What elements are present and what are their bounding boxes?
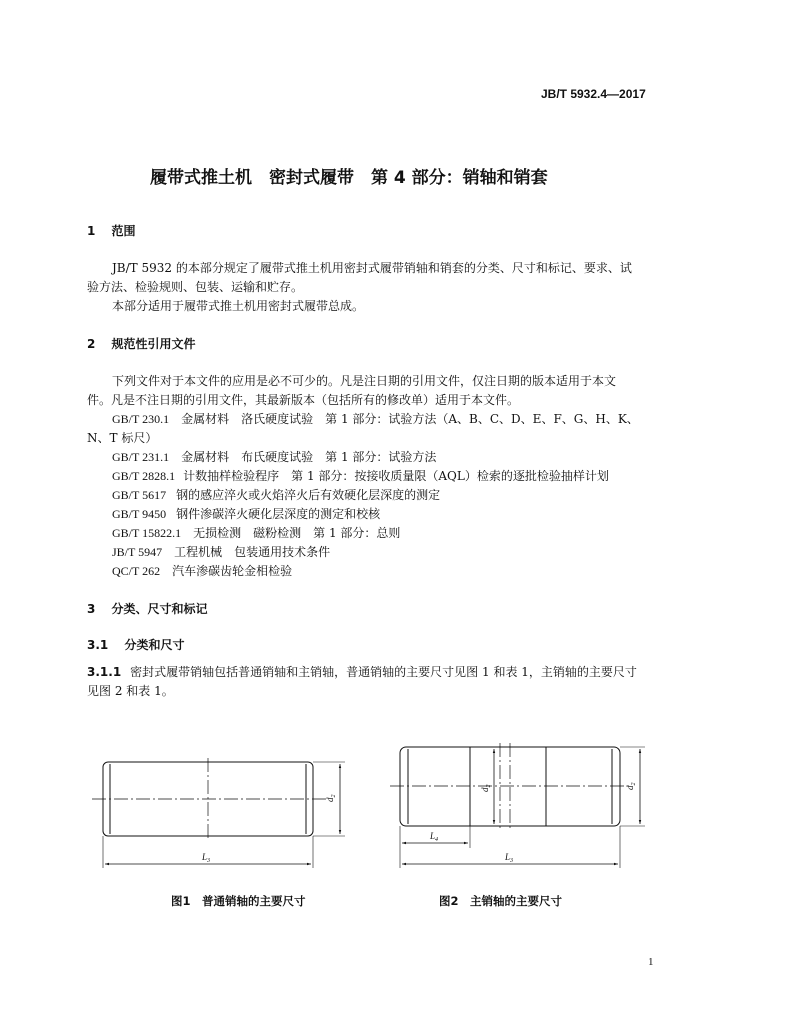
reference-code: GB/T 9450 xyxy=(112,507,167,521)
clause-3-1-1-line: 见图 2 和表 1。 xyxy=(87,684,174,698)
reference-title: 钢的感应淬火或火焰淬火后有效硬化层深度的测定 xyxy=(176,488,441,502)
scope-paragraph-line: 验方法、检验规则、包装、运输和贮存。 xyxy=(87,280,304,294)
reference-item xyxy=(112,486,440,505)
reference-code: JB/T 5947 xyxy=(112,545,163,559)
reference-item xyxy=(112,543,330,562)
document-title: 履带式推土机 密封式履带 第 4 部分：销轴和销套 xyxy=(150,168,548,188)
reference-code: GB/T 230.1 xyxy=(112,412,170,426)
reference-title: 钢件渗碳淬火硬化层深度的测定和校核 xyxy=(176,507,381,521)
diameter-label: $d_2$ xyxy=(625,782,637,790)
reference-item xyxy=(112,524,400,543)
section-number: 3.1 xyxy=(87,638,109,652)
reference-item xyxy=(112,562,292,581)
reference-code: QC/T 262 xyxy=(112,564,161,578)
length-label: $L_3$ xyxy=(202,852,211,864)
section-3-heading xyxy=(87,600,208,617)
section-title: 范围 xyxy=(111,224,136,238)
reference-title: 汽车渗碳齿轮金相检验 xyxy=(172,564,293,578)
standard-code-header: JB/T 5932.4—2017 xyxy=(541,87,646,101)
reference-item xyxy=(112,448,436,467)
reference-title: 金属材料 洛氏硬度试验 第 1 部分：试验方法（A、B、C、D、E、F、G、H、K、 xyxy=(181,412,639,426)
figures-drawing xyxy=(0,730,791,880)
clause-3-1-1-line xyxy=(87,663,637,682)
section-3-1-heading xyxy=(87,636,184,653)
l4-label: $L_4$ xyxy=(430,831,439,843)
section-title: 分类、尺寸和标记 xyxy=(111,602,208,616)
clause-text: 密封式履带销轴包括普通销轴和主销轴，普通销轴的主要尺寸见图 1 和表 1，主销轴的主要尺寸 xyxy=(130,665,637,679)
page-number: 1 xyxy=(648,956,654,968)
section-number: 3 xyxy=(87,602,96,616)
references-intro-line: 件。凡是不注日期的引用文件，其最新版本（包括所有的修改单）适用于本文件。 xyxy=(87,393,520,407)
reference-continuation: N、T 标尺） xyxy=(87,431,158,445)
section-number: 1 xyxy=(87,224,96,238)
reference-code: GB/T 2828.1 xyxy=(112,469,176,483)
reference-item xyxy=(112,467,609,486)
references-intro-line: 下列文件对于本文件的应用是必不可少的。凡是注日期的引用文件，仅注日期的版本适用于本文 xyxy=(112,374,617,388)
clause-number: 3.1.1 xyxy=(87,665,122,679)
reference-title: 工程机械 包装通用技术条件 xyxy=(174,545,331,559)
diameter-label: $d_2$ xyxy=(325,794,337,802)
section-title: 分类和尺寸 xyxy=(124,638,185,652)
reference-title: 无损检测 磁粉检测 第 1 部分：总则 xyxy=(193,526,401,540)
scope-paragraph-line: 本部分适用于履带式推土机用密封式履带总成。 xyxy=(112,299,365,313)
figure-1-caption: 图1 普通销轴的主要尺寸 xyxy=(171,894,306,908)
section-title: 规范性引用文件 xyxy=(111,337,196,351)
section-2-heading xyxy=(87,335,196,352)
reference-code: GB/T 5617 xyxy=(112,488,167,502)
length-label: $L_3$ xyxy=(505,852,514,864)
reference-item xyxy=(112,410,639,429)
reference-code: GB/T 231.1 xyxy=(112,450,170,464)
reference-item xyxy=(112,505,380,524)
reference-title: 计数抽样检验程序 第 1 部分：按接收质量限（AQL）检索的逐批检验抽样计划 xyxy=(183,469,609,483)
reference-title: 金属材料 布氏硬度试验 第 1 部分：试验方法 xyxy=(181,450,437,464)
reference-code: GB/T 15822.1 xyxy=(112,526,182,540)
figure-2-pin-drawing xyxy=(390,743,645,868)
section-number: 2 xyxy=(87,337,96,351)
section-1-heading xyxy=(87,222,136,239)
figure-1-pin-drawing xyxy=(92,758,345,868)
diameter-label: $d_2$ xyxy=(480,784,492,792)
figure-2-caption: 图2 主销轴的主要尺寸 xyxy=(439,894,563,908)
scope-paragraph-line: JB/T 5932 的本部分规定了履带式推土机用密封式履带销轴和销套的分类、尺寸和标记、要求、试 xyxy=(112,261,632,275)
